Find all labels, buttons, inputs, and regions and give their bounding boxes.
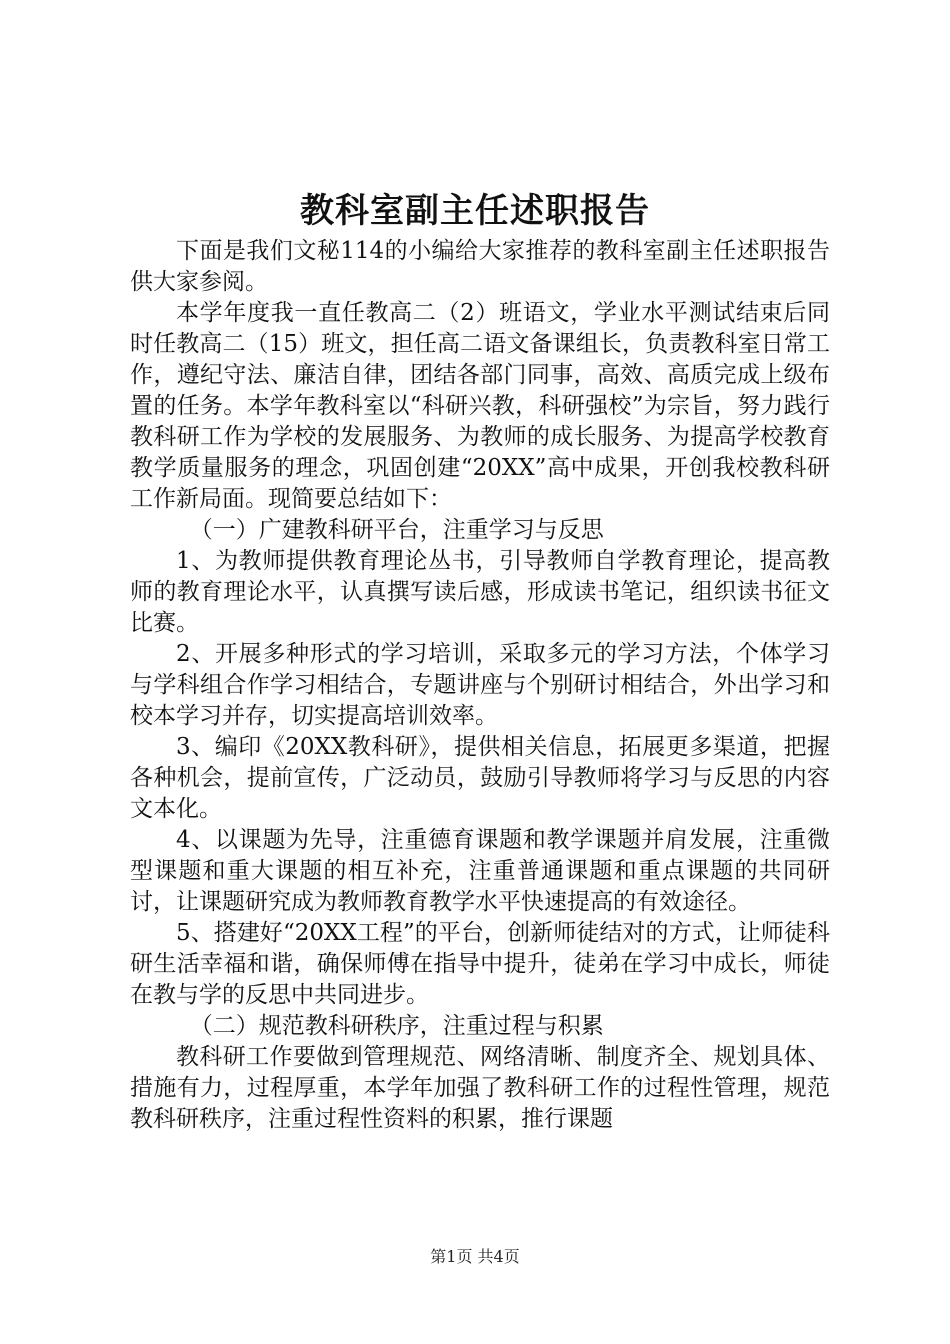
paragraph-process: 教科研工作要做到管理规范、网络清晰、制度齐全、规划具体、措施有力，过程厚重，本学年加强了教科研工作的过程性管理，规范教科研秩序，注重过程性资料的积累，推行课题 bbox=[130, 1044, 830, 1132]
paragraph-intro: 下面是我们文秘114的小编给大家推荐的教科室副主任述职报告供大家参阅。 bbox=[130, 238, 830, 295]
list-item-1: 1、为教师提供教育理论丛书，引导教师自学教育理论，提高教师的教育理论水平，认真撰写读后感，形成读书笔记，组织读书征文比赛。 bbox=[130, 548, 830, 636]
list-item-3: 3、编印《20XX教科研》，提供相关信息，拓展更多渠道，把握各种机会，提前宣传，广泛动员，鼓励引导教师将学习与反思的内容文本化。 bbox=[130, 734, 830, 822]
paragraph-overview: 本学年度我一直任教高二（2）班语文，学业水平测试结束后同时任教高二（15）班文，担任高二语文备课组长，负责教科室日常工作，遵纪守法、廉洁自律，团结各部门同事，高效、高质完成上级布置的任务。本学年教科室以“科研兴教，科研强校”为宗旨，努力践行教科研工作为学校的发展服务、为教师的成长服务、为提高学校教育教学质量服务的理念，巩固创建“20XX”高中成果，开创我校教科研工作新局面。现简要总结如下： bbox=[130, 300, 830, 512]
list-item-5: 5、搭建好“20XX工程”的平台，创新师徒结对的方式，让师徒科研生活幸福和谐，确保师傅在指导中提升，徒弟在学习中成长，师徒在教与学的反思中共同进步。 bbox=[130, 920, 830, 1008]
document-body bbox=[130, 236, 830, 1135]
section-heading-1: （一）广建教科研平台，注重学习与反思 bbox=[189, 517, 604, 543]
list-item-2: 2、开展多种形式的学习培训，采取多元的学习方法，个体学习与学科组合作学习相结合，专题讲座与个别研讨相结合，外出学习和校本学习并存，切实提高培训效率。 bbox=[130, 641, 830, 729]
list-item-4: 4、以课题为先导，注重德育课题和教学课题并肩发展，注重微型课题和重大课题的相互补充，注重普通课题和重点课题的共同研讨，让课题研究成为教师教育教学水平快速提高的有效途径。 bbox=[130, 827, 830, 915]
section-heading-2: （二）规范教科研秩序，注重过程与积累 bbox=[189, 1013, 604, 1039]
document-title: 教科室副主任述职报告 bbox=[300, 191, 650, 231]
page-number-footer: 第1页 共4页 bbox=[430, 1247, 520, 1266]
